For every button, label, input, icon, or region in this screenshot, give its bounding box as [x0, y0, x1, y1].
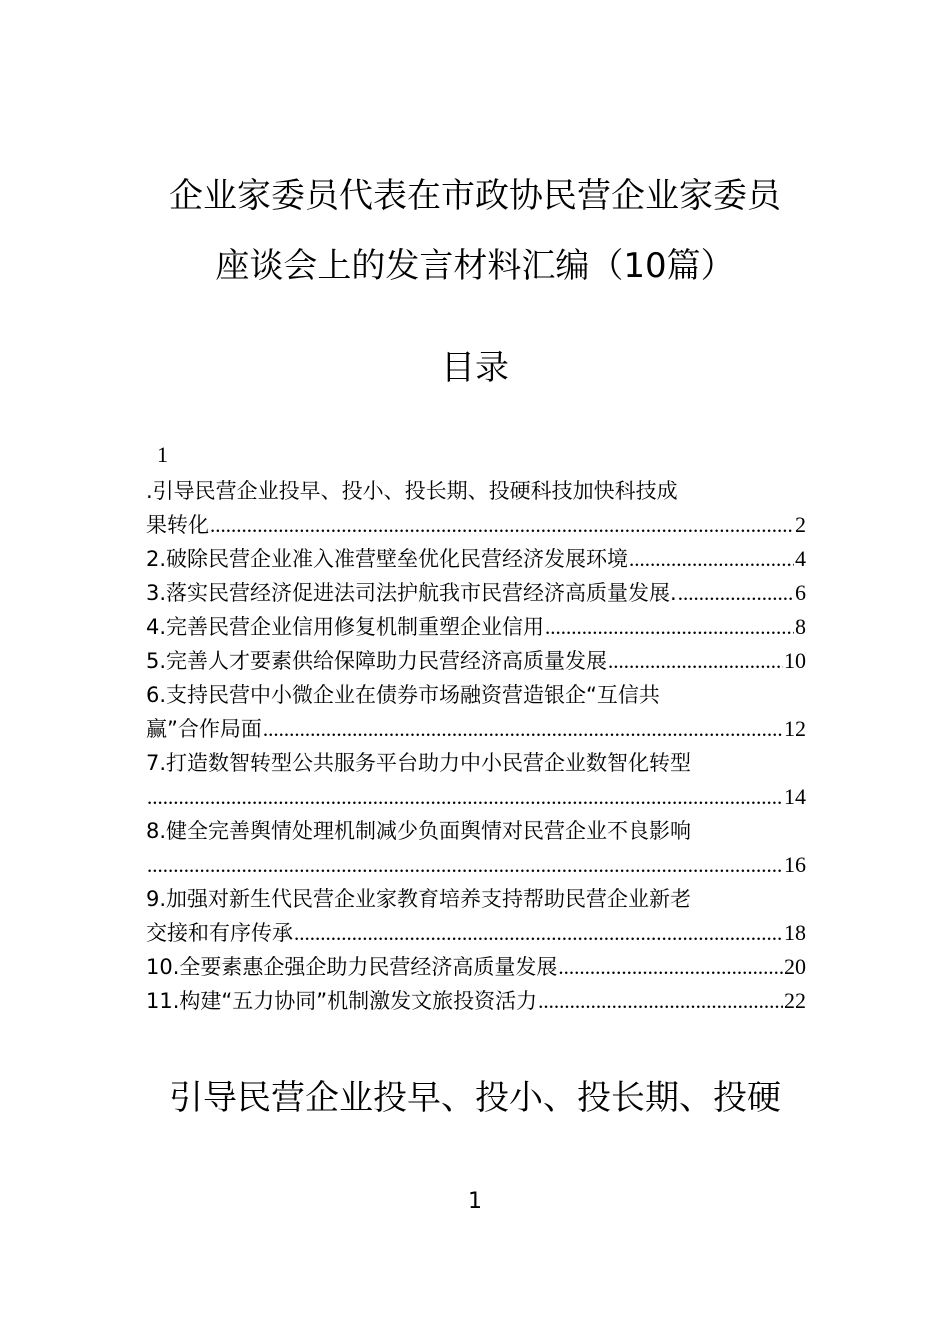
toc-item-6[interactable]: [146, 712, 806, 746]
toc-item-11-page: 22: [784, 988, 806, 1013]
toc-item-2-page: 4: [795, 546, 806, 571]
toc-item-10-page: 20: [784, 954, 806, 979]
toc-leader-dots: [147, 848, 783, 882]
toc-item-1-line-2: 果转化: [146, 513, 209, 537]
toc-item-9-page: 18: [784, 920, 806, 945]
toc-item-1-number: 1: [157, 442, 168, 467]
toc-leader-dots: [545, 610, 794, 644]
table-of-contents: [146, 474, 806, 1018]
toc-item-6-line-2: 赢”合作局面: [146, 717, 262, 741]
toc-item-1-page: 2: [795, 512, 806, 537]
toc-item-11-text: 11.构建“五力协同”机制激发文旅投资活力: [146, 989, 538, 1013]
toc-item-2-text: 2.破除民营企业准入准营壁垒优化民营经济发展环境: [146, 547, 629, 571]
toc-item-1-line-1[interactable]: .引导民营企业投早、投小、投长期、投硬科技加快科技成: [146, 479, 678, 503]
toc-leader-dots: [538, 984, 783, 1018]
toc-item-7[interactable]: [146, 780, 806, 814]
toc-item-1[interactable]: [146, 508, 806, 542]
toc-heading: 目录: [441, 348, 509, 388]
toc-item-5-page: 10: [784, 648, 806, 673]
toc-leader-dots: [678, 576, 794, 610]
toc-item-4-page: 8: [795, 614, 806, 639]
toc-item-8[interactable]: [146, 848, 806, 882]
toc-leader-dots: [629, 542, 794, 576]
toc-item-5[interactable]: [146, 644, 806, 678]
toc-item-10-text: 10.全要素惠企强企助力民营经济高质量发展: [146, 955, 558, 979]
toc-leader-dots: [210, 508, 794, 542]
page-number: 1: [468, 1189, 482, 1214]
toc-item-11[interactable]: [146, 984, 806, 1018]
toc-item-4-text: 4.完善民营企业信用修复机制重塑企业信用: [146, 615, 545, 639]
toc-item-8-page: 16: [784, 852, 806, 877]
toc-item-3[interactable]: [146, 576, 806, 610]
toc-item-9-line-2: 交接和有序传承: [146, 921, 293, 945]
toc-item-6-line-1[interactable]: 6.支持民营中小微企业在债券市场融资营造银企“互信共: [146, 683, 660, 707]
toc-leader-dots: [608, 644, 783, 678]
toc-leader-dots: [147, 780, 783, 814]
toc-item-4[interactable]: [146, 610, 806, 644]
toc-item-10[interactable]: [146, 950, 806, 984]
toc-item-3-page: 6: [795, 580, 806, 605]
toc-item-9-line-1[interactable]: 9.加强对新生代民营企业家教育培养支持帮助民营企业新老: [146, 887, 692, 911]
toc-item-6-page: 12: [784, 716, 806, 741]
document-title-line-2: 座谈会上的发言材料汇编（10篇）: [215, 246, 735, 286]
toc-item-2[interactable]: [146, 542, 806, 576]
document-title-line-1: 企业家委员代表在市政协民营企业家委员: [169, 176, 781, 216]
toc-item-3-text: 3.落实民营经济促进法司法护航我市民营经济高质量发展.: [146, 581, 677, 605]
toc-leader-dots: [294, 916, 783, 950]
toc-leader-dots: [263, 712, 783, 746]
toc-item-8-line-1[interactable]: 8.健全完善舆情处理机制减少负面舆情对民营企业不良影响: [146, 819, 692, 843]
toc-leader-dots: [558, 950, 783, 984]
section-title: 引导民营企业投早、投小、投长期、投硬: [169, 1078, 781, 1118]
toc-item-7-page: 14: [784, 784, 806, 809]
toc-item-9[interactable]: [146, 916, 806, 950]
toc-item-5-text: 5.完善人才要素供给保障助力民营经济高质量发展: [146, 649, 608, 673]
toc-item-7-line-1[interactable]: 7.打造数智转型公共服务平台助力中小民营企业数智化转型: [146, 751, 692, 775]
